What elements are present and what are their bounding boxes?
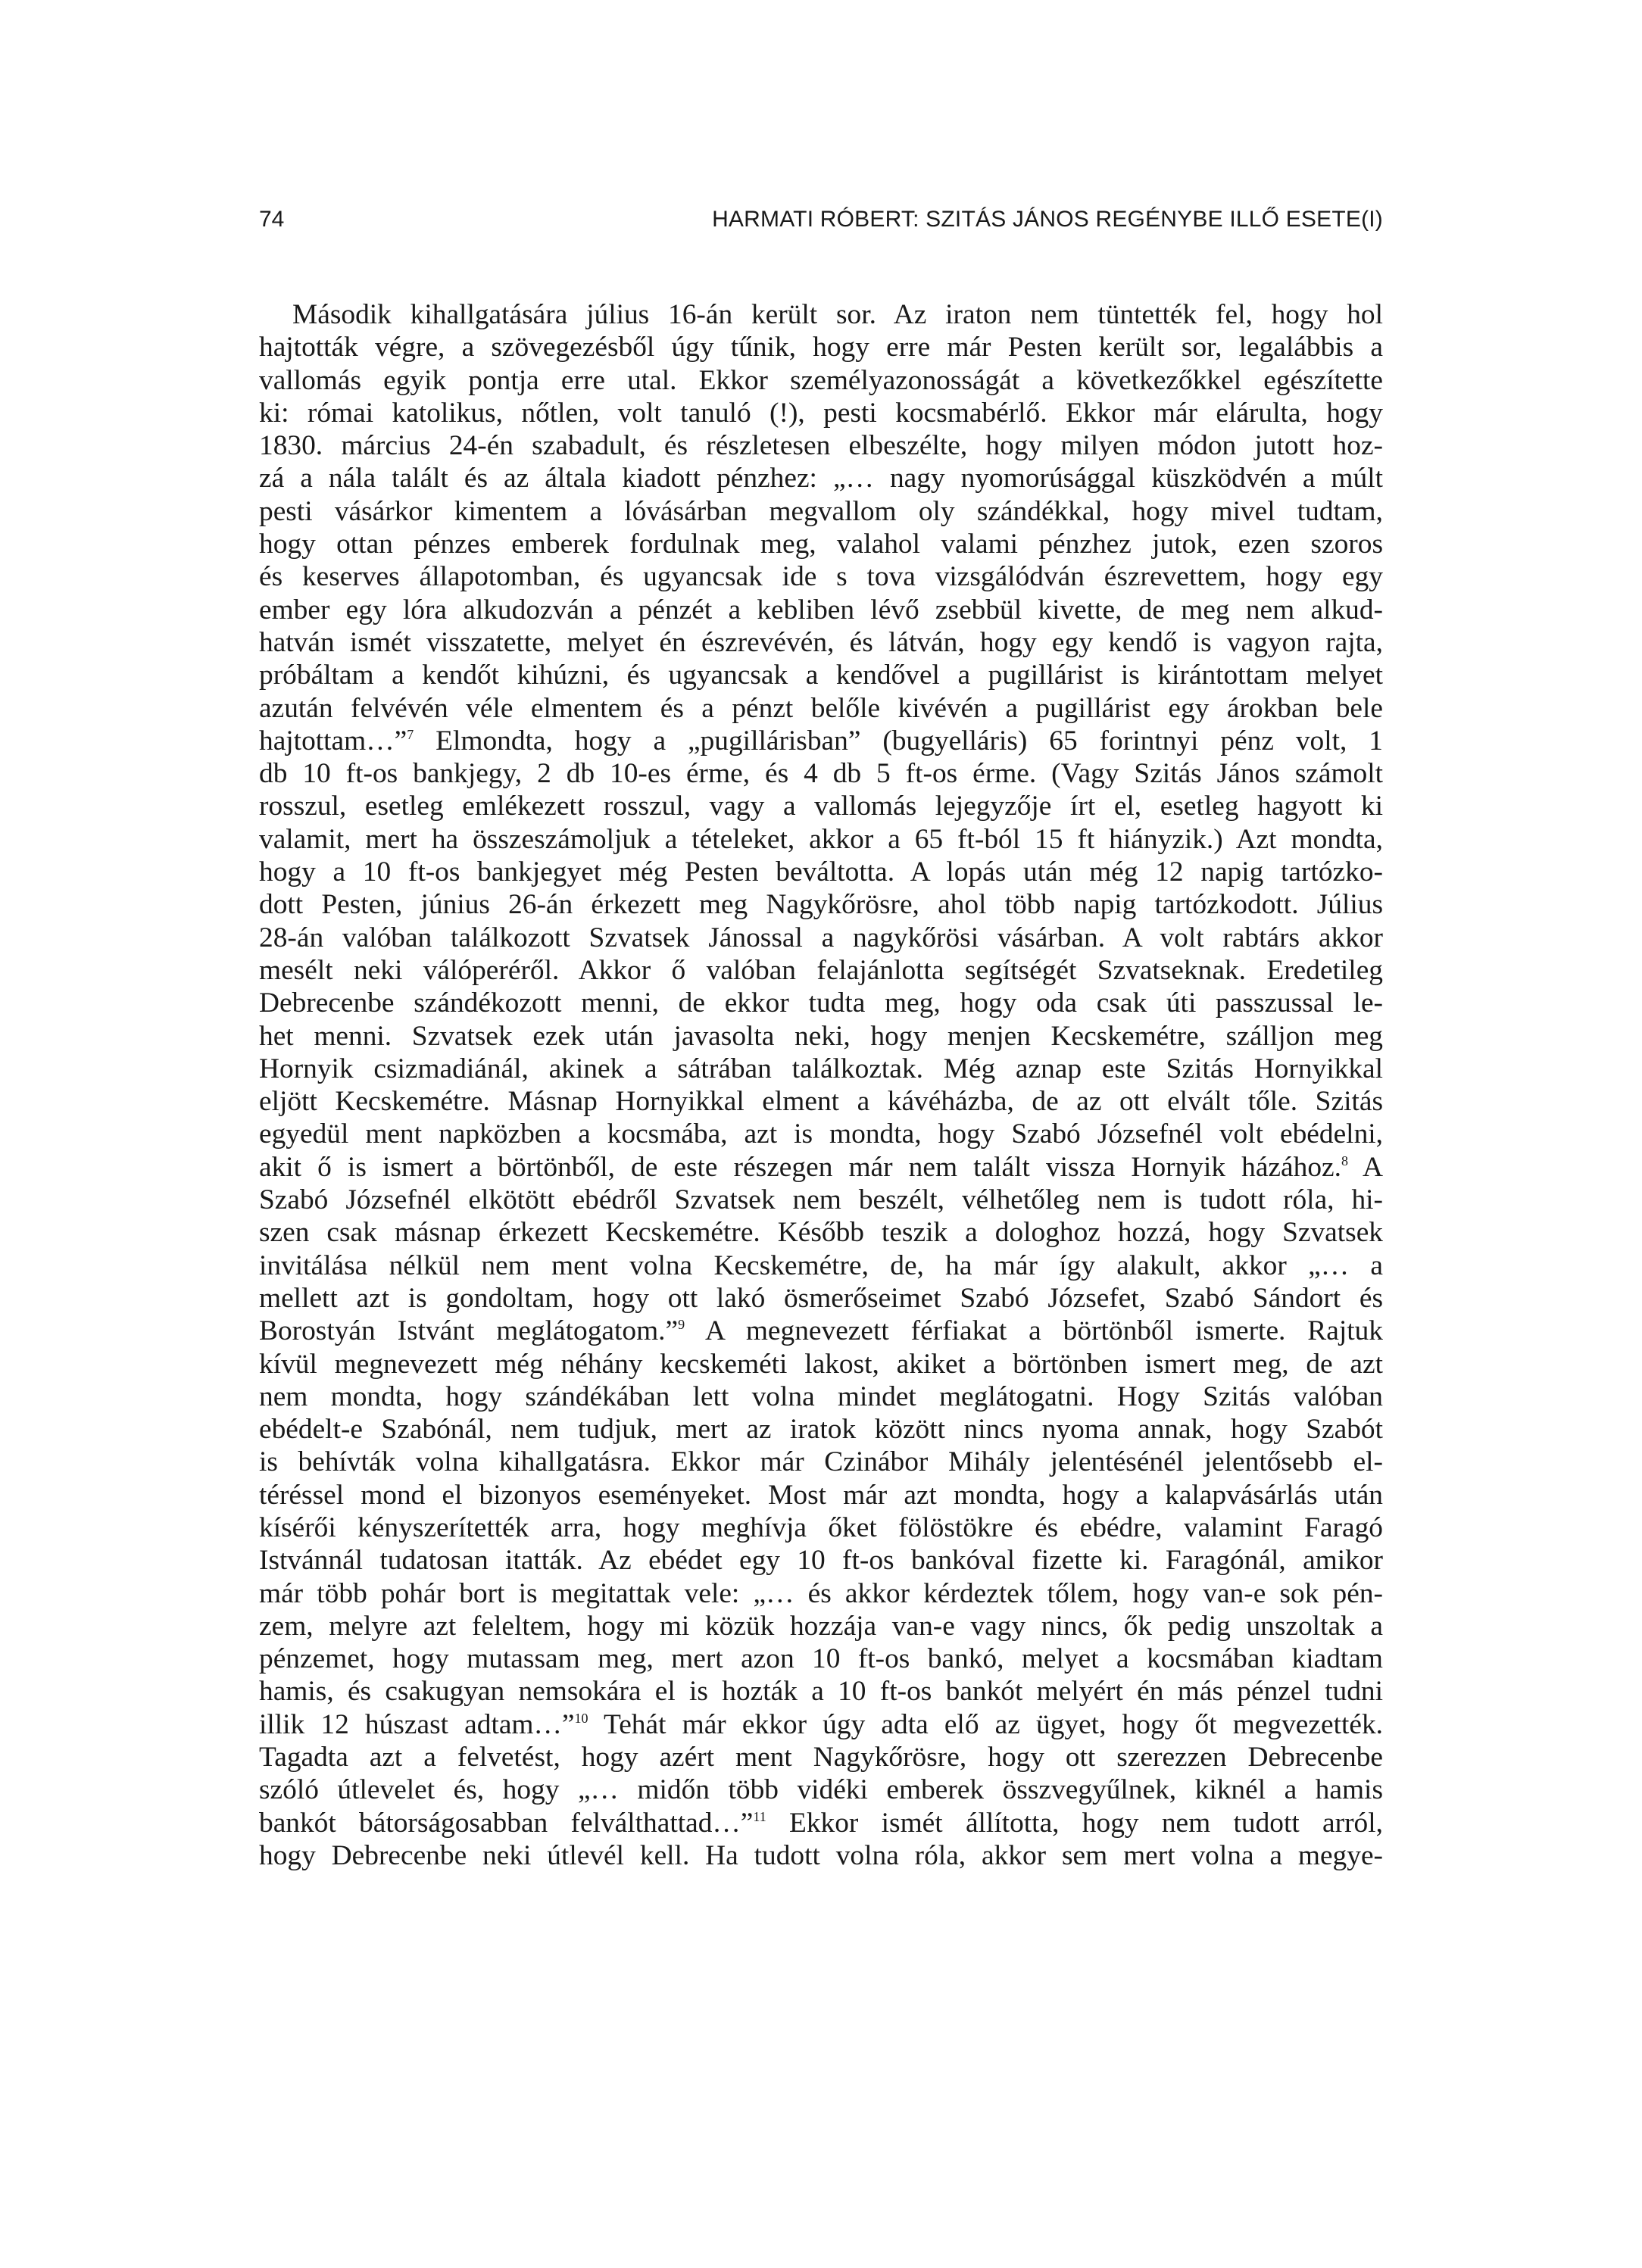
text-run: illik 12 húszast adtam…”: [259, 1708, 575, 1740]
text-run: hatván ismét visszatette, melyet én észrevévén, és látván, hogy egy kendő is vagyon rajta,: [259, 626, 1383, 658]
text-line: [259, 1053, 1383, 1085]
text-run: Második kihallgatására július 16-án került sor. Az iraton nem tüntették fel, hogy hol: [292, 299, 1383, 330]
running-head: HARMATI RÓBERT: SZITÁS JÁNOS REGÉNYBE ILLŐ ESETE(I): [712, 207, 1383, 232]
text-run: A: [1347, 1151, 1383, 1183]
text-run: kísérői kényszerítették arra, hogy meghívja őket fölöstökre és ebédre, valamint Faragó: [259, 1511, 1383, 1543]
text-run: rosszul, esetleg emlékezett rosszul, vagy a vallomás lejegyzője írt el, esetleg hagyott ki: [259, 791, 1383, 822]
text-line: [259, 1282, 1383, 1315]
text-run: hamis, és csakugyan nemsokára el is hozták a 10 ft-os bankót melyért én más pénzel tudni: [259, 1676, 1383, 1708]
text-run: ki: római katolikus, nőtlen, volt tanuló (!), pesti kocsmabérlő. Ekkor már elárulta, hogy: [259, 397, 1383, 429]
footnote-marker: 7: [407, 726, 414, 742]
text-line: [259, 1544, 1383, 1577]
body-text: [259, 298, 1383, 1872]
text-line: [259, 364, 1383, 397]
text-run: szóló útlevelet és, hogy „… midőn több vidéki emberek összvegyűlnek, kiknél a hamis: [259, 1774, 1383, 1806]
text-line: [259, 1708, 1383, 1741]
text-line: [259, 462, 1383, 494]
text-run: A megnevezett férfiakat a börtönből ismerte. Rajtuk: [685, 1315, 1384, 1347]
text-line: [259, 1643, 1383, 1675]
text-run: pesti vásárkor kimentem a lóvásárban megvallom oly szándékkal, hogy mivel tudtam,: [259, 495, 1383, 527]
text-run: és keserves állapotomban, és ugyancsak ide s tova vizsgálódván észrevettem, hogy egy: [259, 561, 1383, 593]
text-run: is behívták volna kihallgatásra. Ekkor már Czinábor Mihály jelentésénél jelentősebb el-: [259, 1446, 1383, 1478]
text-line: [259, 856, 1383, 888]
text-run: hogy Debrecenbe neki útlevél kell. Ha tudott volna róla, akkor sem mert volna a megye-: [259, 1839, 1383, 1871]
text-line: [259, 1118, 1383, 1150]
text-line: [259, 397, 1383, 429]
text-line: [259, 1249, 1383, 1282]
page-header: [259, 204, 1383, 235]
text-run: 1830. március 24-én szabadult, és részletesen elbeszélte, hogy milyen módon jutott hoz-: [259, 430, 1383, 462]
text-line: [259, 1511, 1383, 1544]
text-line: [259, 692, 1383, 725]
text-line: [259, 1151, 1383, 1184]
text-line: [259, 1675, 1383, 1708]
text-line: [259, 1413, 1383, 1446]
text-line: [259, 659, 1383, 691]
text-line: [259, 1610, 1383, 1643]
text-run: het menni. Szvatsek ezek után javasolta neki, hogy menjen Kecskemétre, szálljon meg: [259, 1020, 1383, 1052]
text-run: nem mondta, hogy szándékában lett volna mindet meglátogatni. Hogy Szitás valóban: [259, 1380, 1383, 1412]
text-run: hogy a 10 ft-os bankjegyet még Pesten beváltotta. A lopás után még 12 napig tartózko-: [259, 856, 1383, 888]
text-run: próbáltam a kendőt kihúzni, és ugyancsak a kendővel a pugillárist is kirántottam melyet: [259, 660, 1383, 691]
text-line: [259, 790, 1383, 822]
text-run: akit ő is ismert a börtönből, de este részegen már nem talált vissza Hornyik házához.: [259, 1151, 1341, 1183]
text-run: Ekkor ismét állította, hogy nem tudott arról,: [766, 1807, 1383, 1839]
text-line: [259, 1839, 1383, 1872]
text-run: azután felvévén véle elmentem és a pénzt belőle kivévén a pugillárist egy árokban bele: [259, 692, 1383, 724]
text-run: ember egy lóra alkudozván a pénzét a kebliben lévő zsebbül kivette, de meg nem alkud-: [259, 594, 1383, 625]
text-run: szen csak másnap érkezett Kecskemétre. Később teszik a dologhoz hozzá, hogy Szvatsek: [259, 1217, 1383, 1249]
text-line: [259, 1184, 1383, 1216]
text-line: [259, 1479, 1383, 1511]
text-line: [259, 1315, 1383, 1347]
text-line: [259, 298, 1383, 331]
text-run: db 10 ft-os bankjegy, 2 db 10-es érme, és 4 db 5 ft-os érme. (Vagy Szitás János számolt: [259, 758, 1383, 790]
text-line: [259, 1807, 1383, 1839]
text-run: eljött Kecskemétre. Másnap Hornyikkal elment a kávéházba, de az ott elvált tőle. Szitás: [259, 1086, 1383, 1118]
footnote-marker: 11: [753, 1808, 766, 1824]
text-line: [259, 495, 1383, 528]
text-run: hogy ottan pénzes emberek fordulnak meg, valahol valami pénzhez jutok, ezen szoros: [259, 529, 1383, 560]
text-run: bankót bátorságosabban felválthattad…”: [259, 1807, 754, 1839]
text-run: vallomás egyik pontja erre utal. Ekkor személyazonosságát a következőkkel egészítette: [259, 364, 1383, 396]
text-run: zem, melyre azt feleltem, hogy mi közük hozzája van-e vagy nincs, ők pedig unszoltak a: [259, 1610, 1383, 1642]
text-run: hajtották végre, a szövegezésből úgy tűnik, hogy erre már Pesten került sor, legalábbis a: [259, 332, 1383, 363]
text-line: [259, 757, 1383, 790]
text-line: [259, 954, 1383, 987]
text-run: mellett azt is gondoltam, hogy ott lakó ösmerőseimet Szabó Józsefet, Szabó Sándort és: [259, 1282, 1383, 1314]
text-line: [259, 823, 1383, 856]
text-line: [259, 1380, 1383, 1413]
text-run: Debrecenbe szándékozott menni, de ekkor tudta meg, hogy oda csak úti passzussal le-: [259, 987, 1383, 1019]
text-run: kívül megnevezett még néhány kecskeméti lakost, akiket a börtönben ismert meg, de azt: [259, 1348, 1383, 1380]
text-line: [259, 528, 1383, 560]
footnote-marker: 9: [678, 1317, 685, 1333]
text-run: ebédelt-e Szabónál, nem tudjuk, mert az iratok között nincs nyoma annak, hogy Szabót: [259, 1414, 1383, 1446]
footnote-marker: 8: [1341, 1153, 1348, 1168]
text-run: Borostyán Istvánt meglátogatom.”: [259, 1315, 679, 1347]
text-run: hajtottam…”: [259, 725, 407, 757]
text-run: már több pohár bort is megitattak vele: „… és akkor kérdeztek tőlem, hogy van-e sok pén-: [259, 1577, 1383, 1609]
text-run: valamit, mert ha összeszámoljuk a tételeket, akkor a 65 ft-ból 15 ft hiányzik.) Azt mondta,: [259, 823, 1383, 855]
text-line: [259, 987, 1383, 1019]
paragraph: [259, 298, 1383, 1872]
text-line: [259, 1020, 1383, 1053]
text-line: [259, 922, 1383, 954]
text-run: dott Pesten, június 26-án érkezett meg Nagykőrösre, ahol több napig tartózkodott. Július: [259, 889, 1383, 921]
text-line: [259, 1774, 1383, 1806]
text-line: [259, 725, 1383, 757]
text-run: Istvánnál tudatosan itatták. Az ebédet egy 10 ft-os bankóval fizette ki. Faragónál, amikor: [259, 1545, 1383, 1577]
footnote-marker: 10: [574, 1710, 588, 1726]
text-line: [259, 1741, 1383, 1774]
text-line: [259, 888, 1383, 921]
text-line: [259, 331, 1383, 363]
text-run: téréssel mond el bizonyos eseményeket. Most már azt mondta, hogy a kalapvásárlás után: [259, 1479, 1383, 1511]
text-run: Tehát már ekkor úgy adta elő az ügyet, hogy őt megvezették.: [588, 1708, 1383, 1740]
text-run: invitálása nélkül nem ment volna Kecskemétre, de, ha már így alakult, akkor „… a: [259, 1249, 1383, 1281]
text-run: Szabó Józsefnél elkötött ebédről Szvatsek nem beszélt, vélhetőleg nem is tudott róla, hi-: [259, 1184, 1383, 1216]
text-run: zá a nála talált és az általa kiadott pénzhez: „… nagy nyomorúsággal küszködvén a múlt: [259, 463, 1383, 494]
text-line: [259, 1085, 1383, 1118]
text-line: [259, 560, 1383, 593]
page-number: 74: [259, 207, 285, 232]
text-line: [259, 626, 1383, 659]
text-run: pénzemet, hogy mutassam meg, mert azon 10 ft-os bankó, melyet a kocsmában kiadtam: [259, 1643, 1383, 1675]
text-line: [259, 594, 1383, 626]
text-run: mesélt neki válóperéről. Akkor ő valóban felajánlotta segítségét Szvatseknak. Eredetileg: [259, 954, 1383, 986]
text-line: [259, 1577, 1383, 1610]
text-run: Tagadta azt a felvetést, hogy azért ment Nagykőrösre, hogy ott szerezzen Debrecenbe: [259, 1742, 1383, 1774]
text-run: Elmondta, hogy a „pugillárisban” (bugyelláris) 65 forintnyi pénz volt, 1: [414, 725, 1383, 757]
text-line: [259, 429, 1383, 462]
text-run: 28-án valóban találkozott Szvatsek Jánossal a nagykőrösi vásárban. A volt rabtárs akkor: [259, 922, 1383, 953]
text-run: Hornyik csizmadiánál, akinek a sátrában találkoztak. Még aznap este Szitás Hornyikkal: [259, 1053, 1383, 1084]
text-line: [259, 1446, 1383, 1478]
text-line: [259, 1348, 1383, 1380]
text-line: [259, 1216, 1383, 1249]
text-run: egyedül ment napközben a kocsmába, azt is mondta, hogy Szabó Józsefnél volt ebédelni,: [259, 1118, 1383, 1150]
